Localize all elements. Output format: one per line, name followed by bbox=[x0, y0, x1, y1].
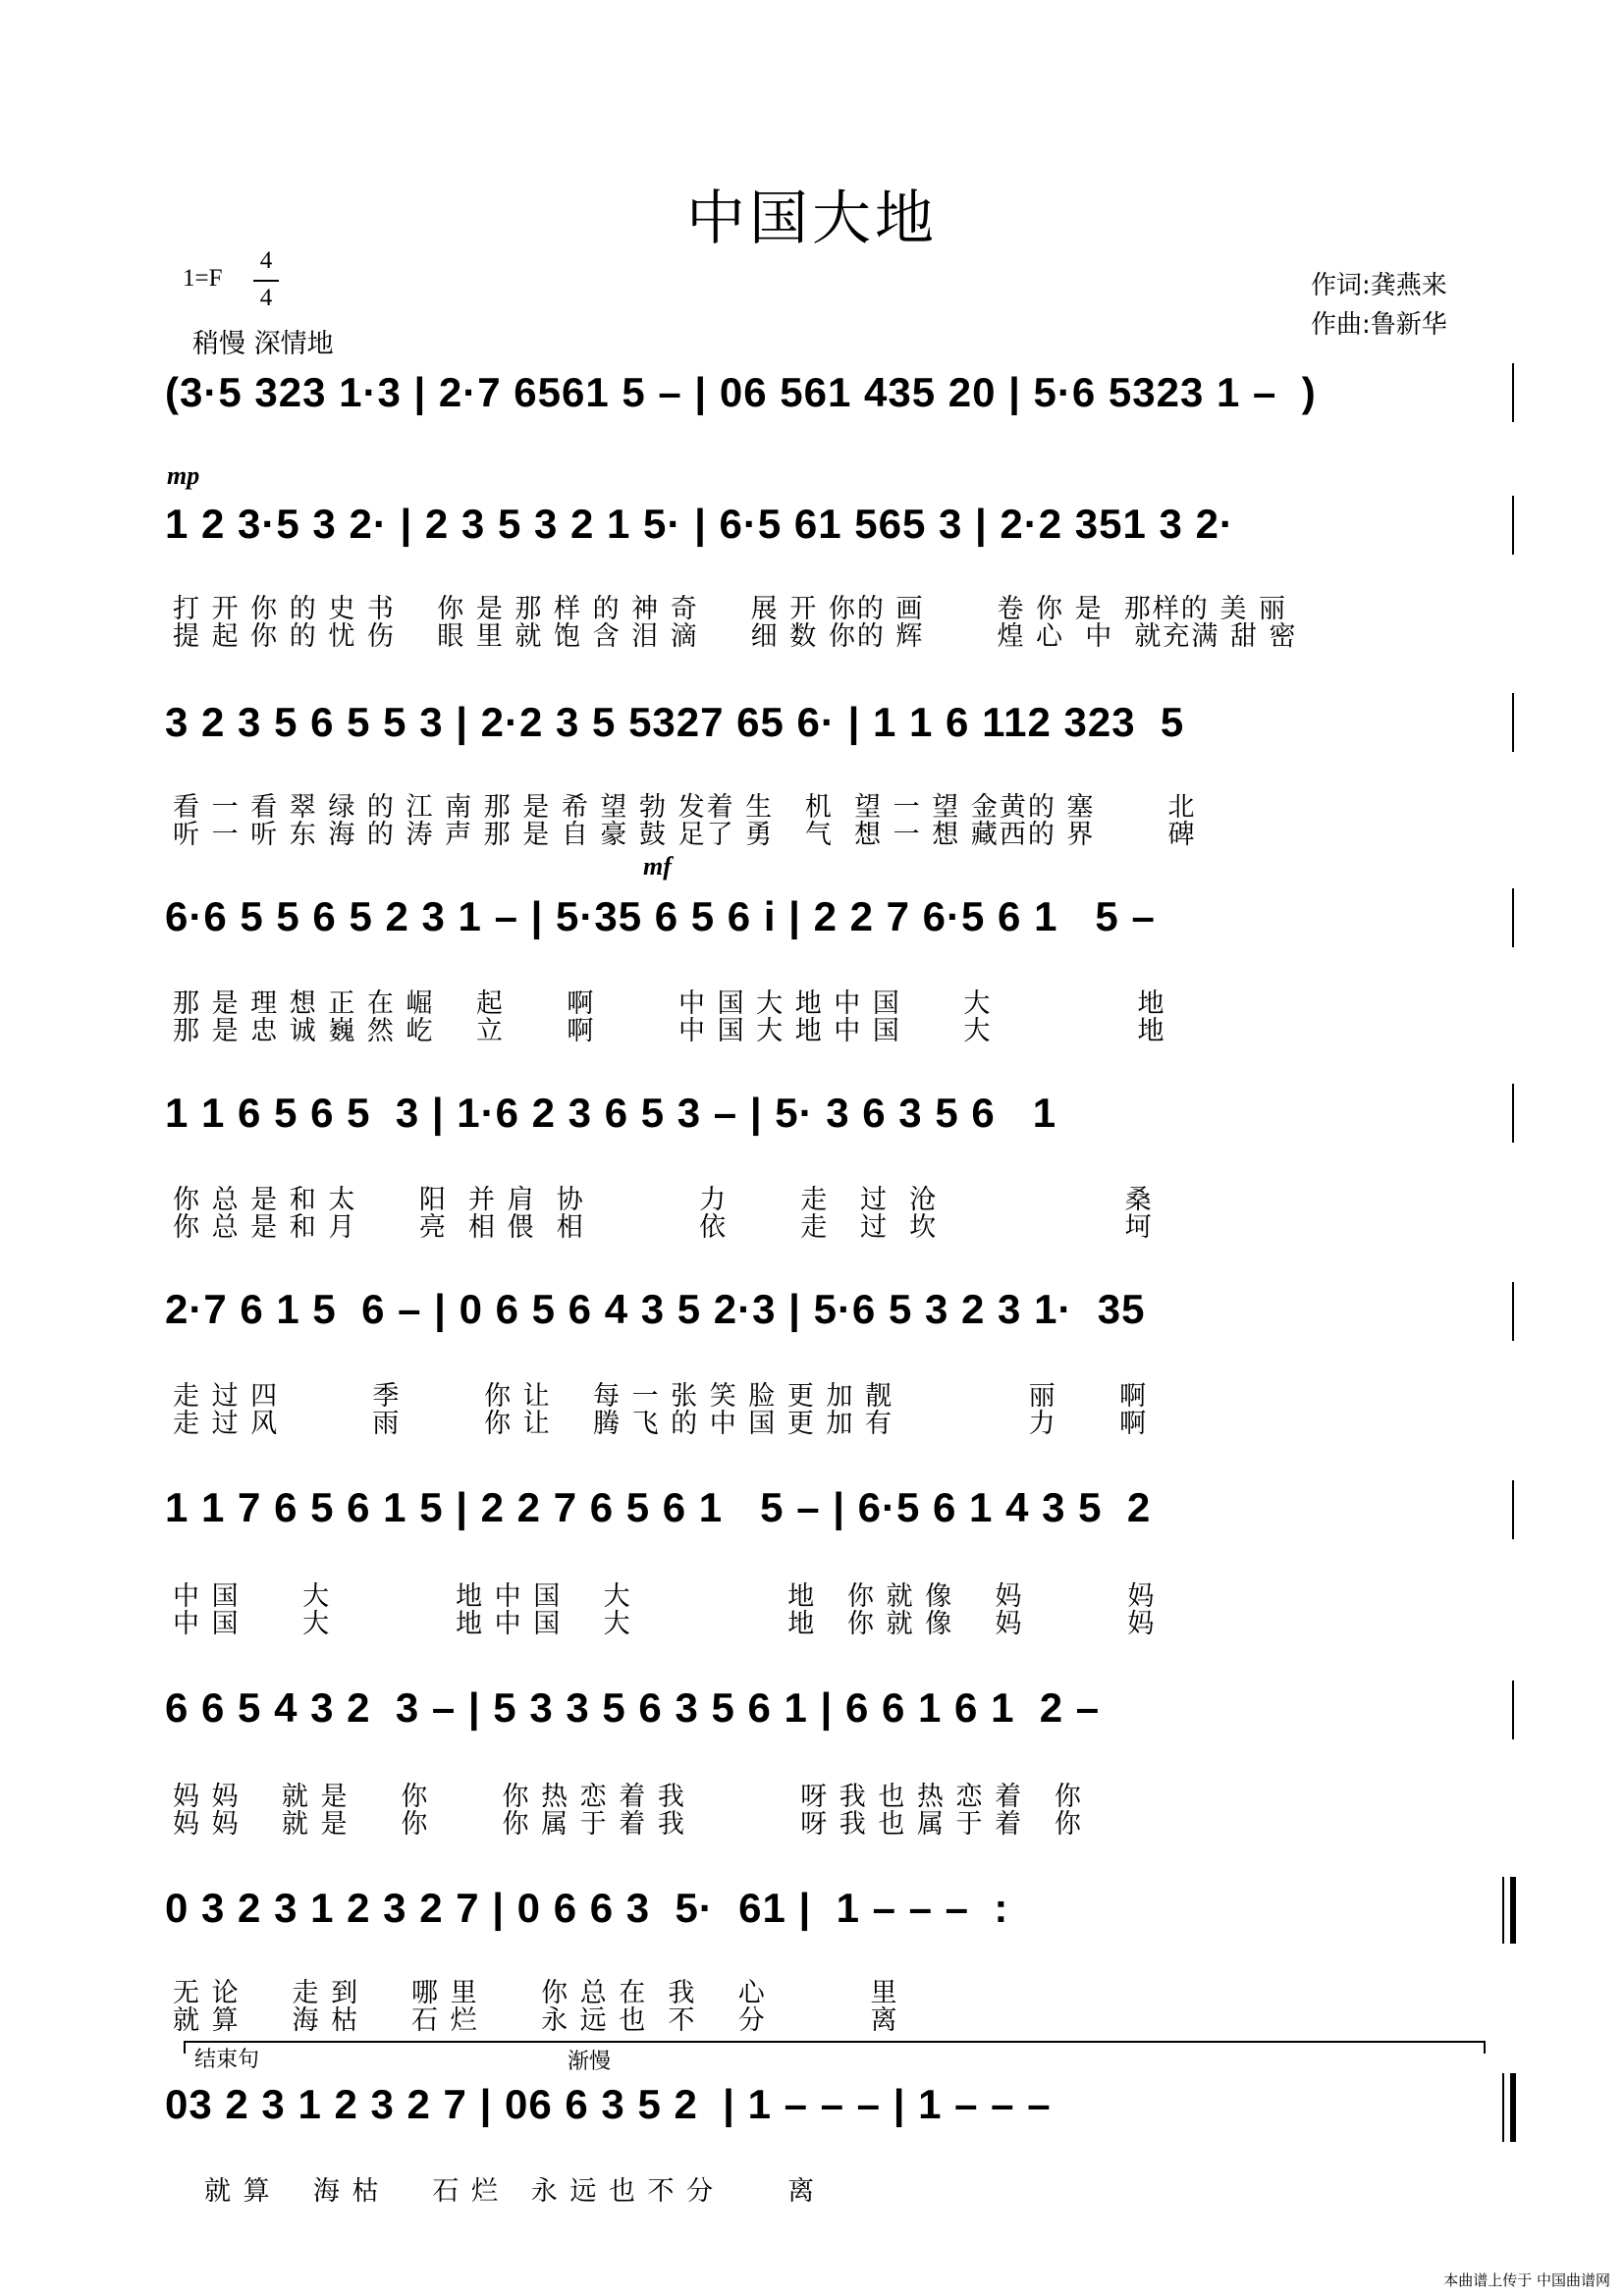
lyric-line-6-verse-2: 中 国 大 地 中 国 大 地 你 就 像 妈 妈 bbox=[173, 1609, 1157, 1639]
lyric-line-5-verse-1: 走 过 四 季 你 让 每 一 张 笑 脸 更 加 靓 丽 啊 bbox=[173, 1381, 1149, 1412]
lyric-line-7-verse-2: 妈 妈 就 是 你 你 属 于 着 我 呀 我 也 属 于 着 你 bbox=[173, 1809, 1083, 1840]
notation-line-8: 0 3 2 3 1 2 3 2 7 | 0 6 6 3 5· 61 | 1 – – – : bbox=[165, 1885, 1009, 1931]
lyric-line-ending: 就 算 海 枯 石 烂 永 远 也 不 分 离 bbox=[204, 2176, 817, 2207]
page-title: 中国大地 bbox=[686, 185, 938, 253]
composer-credit: 作曲:鲁新华 bbox=[1311, 310, 1447, 340]
notation-line-5: 2·7 6 1 5 6 – | 0 6 5 6 4 3 5 2·3 | 5·6 5 3 2 3 1· 35 bbox=[165, 1286, 1146, 1332]
lyric-line-8-verse-1: 无 论 走 到 哪 里 你 总 在 我 心 里 bbox=[173, 1978, 899, 2008]
time-signature-top: 4 bbox=[259, 247, 273, 274]
notation-line-1: 1 2 3·5 3 2· | 2 3 5 3 2 1 5· | 6·5 61 565 3 | 2·2 351 3 2· bbox=[165, 501, 1234, 547]
lyric-line-6-verse-1: 中 国 大 地 中 国 大 地 你 就 像 妈 妈 bbox=[173, 1581, 1157, 1612]
dynamic-mp: mp bbox=[167, 461, 200, 490]
lyric-line-3-verse-2: 那 是 忠 诚 巍 然 屹 立 啊 中 国 大 地 中 国 大 地 bbox=[173, 1016, 1166, 1046]
lyric-line-4-verse-2: 你 总 是 和 月 亮 相 偎 相 依 走 过 坎 坷 bbox=[173, 1212, 1154, 1243]
notation-line-ending: 03 2 3 1 2 3 2 7 | 06 6 3 5 2 | 1 – – – | 1 – – – bbox=[165, 2081, 1052, 2127]
notation-line-4: 1 1 6 5 6 5 3 | 1·6 2 3 6 5 3 – | 5· 3 6 3 5 6 1 bbox=[165, 1090, 1057, 1136]
notation-line-3: 6·6 5 5 6 5 2 3 1 – | 5·35 6 5 6 i | 2 2 7 6·5 6 1 5 – bbox=[165, 893, 1156, 939]
footer-credit: 本曲谱上传于 中国曲谱网 bbox=[1443, 2271, 1610, 2289]
dynamic-mf: mf bbox=[643, 852, 672, 881]
lyric-line-1-verse-1: 打 开 你 的 史 书 你 是 那 样 的 神 奇 展 开 你的 画 卷 你 是 那样的 美 丽 bbox=[173, 594, 1287, 624]
lyric-line-2-verse-1: 看 一 看 翠 绿 的 江 南 那 是 希 望 勃 发着 生 机 望 一 望 金黄的 塞 北 bbox=[173, 792, 1197, 823]
notation-line-7: 6 6 5 4 3 2 3 – | 5 3 3 5 6 3 5 6 1 | 6 6 1 6 1 2 – bbox=[165, 1684, 1101, 1731]
tempo-marking: 稍慢 深情地 bbox=[192, 329, 334, 359]
time-signature-bottom: 4 bbox=[259, 285, 273, 311]
lyric-line-2-verse-2: 听 一 听 东 海 的 涛 声 那 是 自 豪 鼓 足了 勇 气 想 一 想 藏西的 界 碑 bbox=[173, 820, 1197, 850]
lyric-line-4-verse-1: 你 总 是 和 太 阳 并 肩 协 力 走 过 沧 桑 bbox=[173, 1185, 1154, 1215]
lyric-line-1-verse-2: 提 起 你 的 忧 伤 眼 里 就 饱 含 泪 滴 细 数 你的 辉 煌 心 中 就充满 甜 密 bbox=[173, 621, 1298, 652]
lyric-line-3-verse-1: 那 是 理 想 正 在 崛 起 啊 中 国 大 地 中 国 大 地 bbox=[173, 988, 1166, 1019]
notation-line-6: 1 1 7 6 5 6 1 5 | 2 2 7 6 5 6 1 5 – | 6·5 6 1 4 3 5 2 bbox=[165, 1484, 1152, 1530]
notation-line-intro: (3·5 323 1·3 | 2·7 6561 5 – | 06 561 435 20 | 5·6 5323 1 – ) bbox=[165, 369, 1317, 415]
ending-label: 结束句 bbox=[194, 2048, 260, 2072]
lyricist-credit: 作词:龚燕来 bbox=[1311, 271, 1447, 300]
lyric-line-7-verse-1: 妈 妈 就 是 你 你 热 恋 着 我 呀 我 也 热 恋 着 你 bbox=[173, 1782, 1083, 1812]
lyric-line-8-verse-2: 就 算 海 枯 石 烂 永 远 也 不 分 离 bbox=[173, 2005, 899, 2036]
rit-label: 渐慢 bbox=[568, 2050, 612, 2074]
lyric-line-5-verse-2: 走 过 风 雨 你 让 腾 飞 的 中 国 更 加 有 力 啊 bbox=[173, 1409, 1149, 1439]
key-signature: 1=F bbox=[183, 265, 223, 292]
notation-line-2: 3 2 3 5 6 5 5 3 | 2·2 3 5 5327 65 6· | 1 1 6 112 323 5 bbox=[165, 699, 1185, 745]
